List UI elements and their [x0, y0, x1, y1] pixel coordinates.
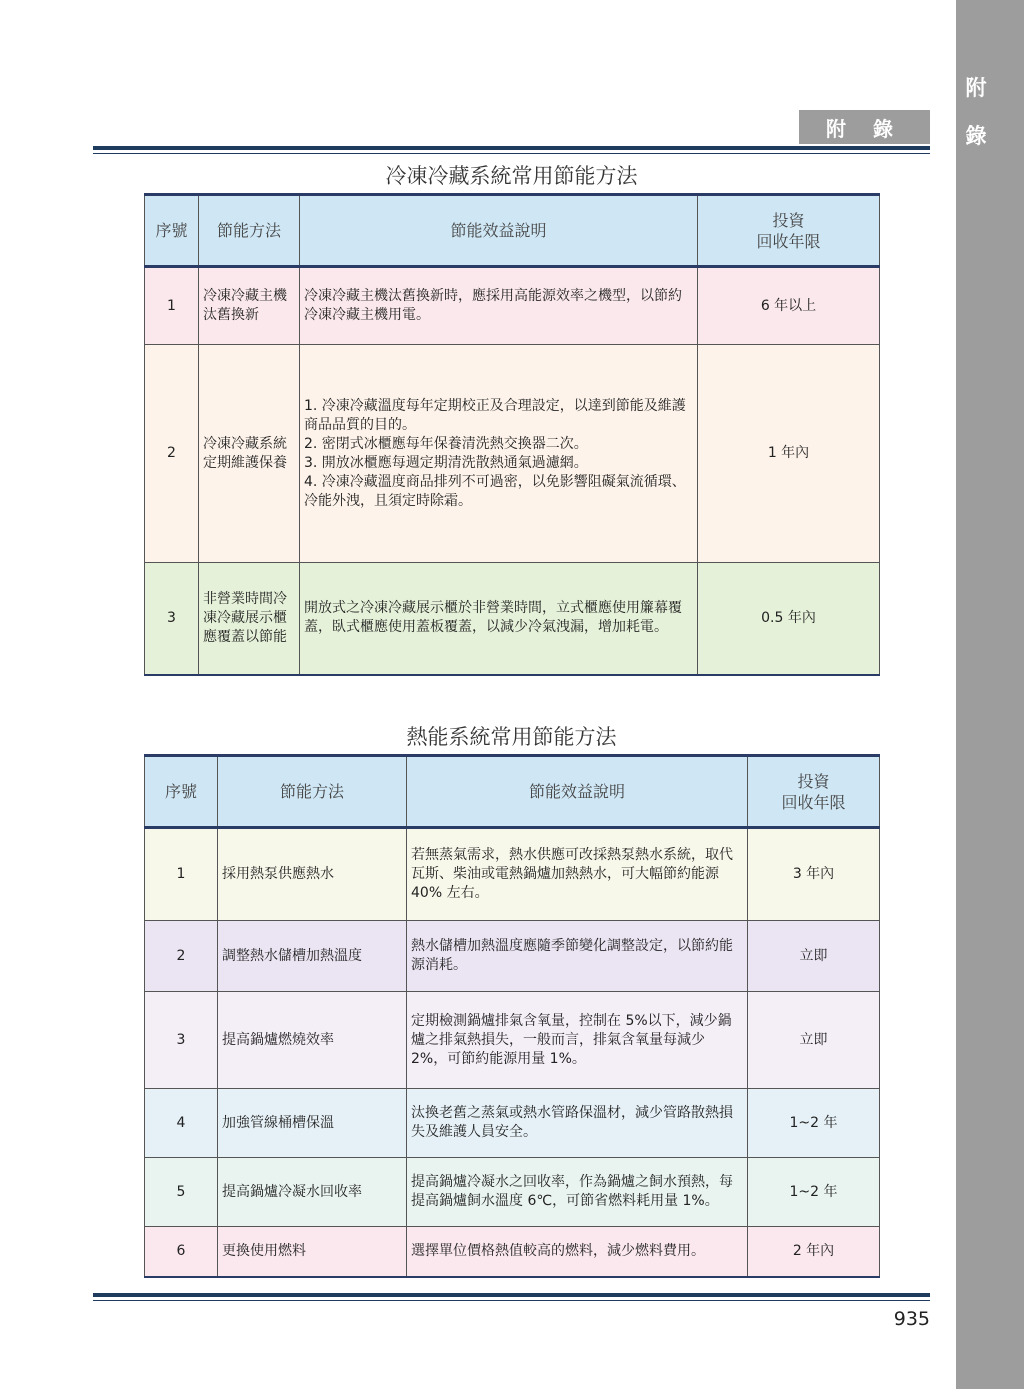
- row-payback: 3 年內: [748, 828, 880, 921]
- row-payback: 1~2 年: [748, 1089, 880, 1158]
- table2-title: 熱能系統常用節能方法: [406, 725, 617, 749]
- row-method: 提高鍋爐燃燒效率: [218, 992, 407, 1089]
- desc-line: 2. 密閉式冰櫃應每年保養清洗熱交換器二次。: [304, 435, 588, 452]
- desc-line: 4. 冷凍冷藏溫度商品排列不可過密，以免影響阻礙氣流循環、冷能外洩，且須定時除霜。: [304, 473, 686, 509]
- row-payback: 立即: [748, 992, 880, 1089]
- row-seq: 6: [145, 1227, 218, 1277]
- row-payback: 1~2 年: [748, 1158, 880, 1227]
- header-seq: 序號: [145, 195, 199, 267]
- side-strip: [956, 0, 1024, 1389]
- header-method: 節能方法: [218, 756, 407, 828]
- table2: [144, 754, 880, 1278]
- row-seq: 1: [145, 267, 199, 345]
- row-method: 採用熱泵供應熱水: [218, 828, 407, 921]
- header-payback: 投資 回收年限: [748, 756, 880, 828]
- top-rule: [93, 146, 930, 150]
- table-row: [145, 1227, 880, 1277]
- row-desc: 熱水儲槽加熱溫度應隨季節變化調整設定，以節約能源消耗。: [407, 921, 748, 992]
- row-desc: 提高鍋爐冷凝水之回收率，作為鍋爐之飼水預熱，每提高鍋爐飼水溫度 6℃，可節省燃料耗用量 1%。: [407, 1158, 748, 1227]
- row-payback: 6 年以上: [698, 267, 880, 345]
- row-payback: 立即: [748, 921, 880, 992]
- row-desc: 選擇單位價格熱值較高的燃料，減少燃料費用。: [407, 1227, 748, 1277]
- table1-header-row: [145, 195, 880, 267]
- page-number: 935: [893, 1308, 930, 1330]
- row-method: 調整熱水儲槽加熱溫度: [218, 921, 407, 992]
- row-method: 更換使用燃料: [218, 1227, 407, 1277]
- row-desc: 冷凍冷藏主機汰舊換新時，應採用高能源效率之機型，以節約冷凍冷藏主機用電。: [300, 267, 698, 345]
- row-seq: 2: [145, 345, 199, 563]
- row-seq: 3: [145, 563, 199, 675]
- table-row: [145, 563, 880, 675]
- table-row: [145, 345, 880, 563]
- table1-title: 冷凍冷藏系統常用節能方法: [385, 164, 638, 188]
- table-row: [145, 1158, 880, 1227]
- row-payback: 0.5 年內: [698, 563, 880, 675]
- row-method: 冷凍冷藏主機汰舊換新: [199, 267, 300, 345]
- bottom-rule-thin: [93, 1300, 930, 1301]
- side-char-1: 附: [965, 76, 987, 100]
- desc-line: 1. 冷凍冷藏溫度每年定期校正及合理設定，以達到節能及維護商品品質的目的。: [304, 397, 686, 433]
- row-desc: 汰換老舊之蒸氣或熱水管路保溫材，減少管路散熱損失及維護人員安全。: [407, 1089, 748, 1158]
- row-desc: [300, 345, 698, 563]
- table1: [144, 193, 880, 676]
- row-desc: 定期檢測鍋爐排氣含氧量，控制在 5%以下，減少鍋爐之排氣熱損失，一般而言，排氣含氧量每減少 2%，可節約能源用量 1%。: [407, 992, 748, 1089]
- row-method: 冷凍冷藏系統定期維護保養: [199, 345, 300, 563]
- desc-line: 3. 開放冰櫃應每週定期清洗散熱通氣過濾網。: [304, 454, 588, 471]
- header-desc: 節能效益說明: [300, 195, 698, 267]
- side-char-2: 錄: [965, 124, 987, 148]
- row-payback: 1 年內: [698, 345, 880, 563]
- header-payback: 投資 回收年限: [698, 195, 880, 267]
- header-method: 節能方法: [199, 195, 300, 267]
- row-desc: 開放式之冷凍冷藏展示櫃於非營業時間，立式櫃應使用簾幕覆蓋，臥式櫃應使用蓋板覆蓋，以減少冷氣洩漏，增加耗電。: [300, 563, 698, 675]
- header-desc: 節能效益說明: [407, 756, 748, 828]
- row-method: 提高鍋爐冷凝水回收率: [218, 1158, 407, 1227]
- row-seq: 1: [145, 828, 218, 921]
- row-payback: 2 年內: [748, 1227, 880, 1277]
- table-row: [145, 992, 880, 1089]
- table2-header-row: [145, 756, 880, 828]
- row-method: 非營業時間冷凍冷藏展示櫃應覆蓋以節能: [199, 563, 300, 675]
- bottom-rule: [93, 1293, 930, 1297]
- row-seq: 3: [145, 992, 218, 1089]
- row-desc: 若無蒸氣需求，熱水供應可改採熱泵熱水系統，取代瓦斯、柴油或電熱鍋爐加熱熱水，可大幅節約能源 40% 左右。: [407, 828, 748, 921]
- row-method: 加強管線桶槽保溫: [218, 1089, 407, 1158]
- appendix-tab: 附 錄: [799, 110, 930, 144]
- header-seq: 序號: [145, 756, 218, 828]
- top-rule-thin: [93, 153, 930, 154]
- row-seq: 2: [145, 921, 218, 992]
- table-row: [145, 1089, 880, 1158]
- row-seq: 4: [145, 1089, 218, 1158]
- table-row: [145, 267, 880, 345]
- table-row: [145, 828, 880, 921]
- row-seq: 5: [145, 1158, 218, 1227]
- table-row: [145, 921, 880, 992]
